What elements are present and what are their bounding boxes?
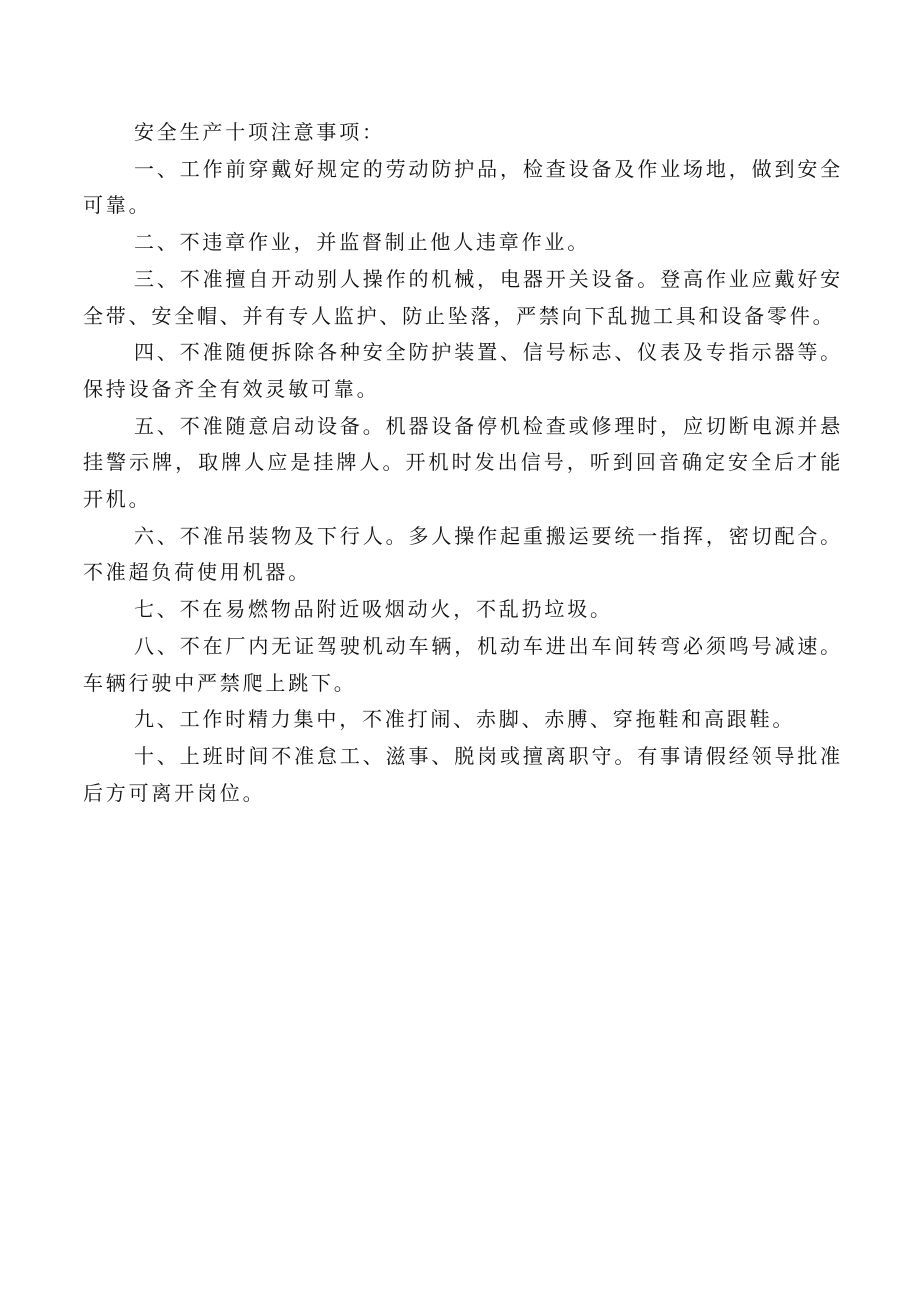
rule-item-1: 一、工作前穿戴好规定的劳动防护品，检查设备及作业场地，做到安全可靠。 xyxy=(83,156,843,218)
rule-item-3: 三、不准擅自开动别人操作的机械，电器开关设备。登高作业应戴好安全带、安全帽、并有专人监护、防止坠落，严禁向下乱抛工具和设备零件。 xyxy=(83,266,843,328)
rule-item-7: 七、不在易燃物品附近吸烟动火，不乱扔垃圾。 xyxy=(134,597,613,622)
rule-item-10: 十、上班时间不准怠工、滋事、脱岗或擅离职守。有事请假经领导批准后方可离开岗位。 xyxy=(83,743,843,805)
document-page xyxy=(83,114,843,811)
rule-item-9: 九、工作时精力集中，不准打闹、赤脚、赤膊、穿拖鞋和高跟鞋。 xyxy=(134,707,796,732)
rule-item-5: 五、不准随意启动设备。机器设备停机检查或修理时，应切断电源并悬挂警示牌，取牌人应是挂牌人。开机时发出信号，听到回音确定安全后才能开机。 xyxy=(83,413,843,512)
rule-item-2: 二、不违章作业，并监督制止他人违章作业。 xyxy=(134,230,590,255)
document-heading: 安全生产十项注意事项： xyxy=(134,120,385,144)
rule-item-8: 八、不在厂内无证驾驶机动车辆，机动车进出车间转弯必须鸣号减速。车辆行驶中严禁爬上跳下。 xyxy=(83,633,843,695)
rule-item-4: 四、不准随便拆除各种安全防护装置、信号标志、仪表及专指示器等。保持设备齐全有效灵敏可靠。 xyxy=(83,340,843,401)
rule-item-6: 六、不准吊装物及下行人。多人操作起重搬运要统一指挥，密切配合。不准超负荷使用机器。 xyxy=(83,523,843,585)
